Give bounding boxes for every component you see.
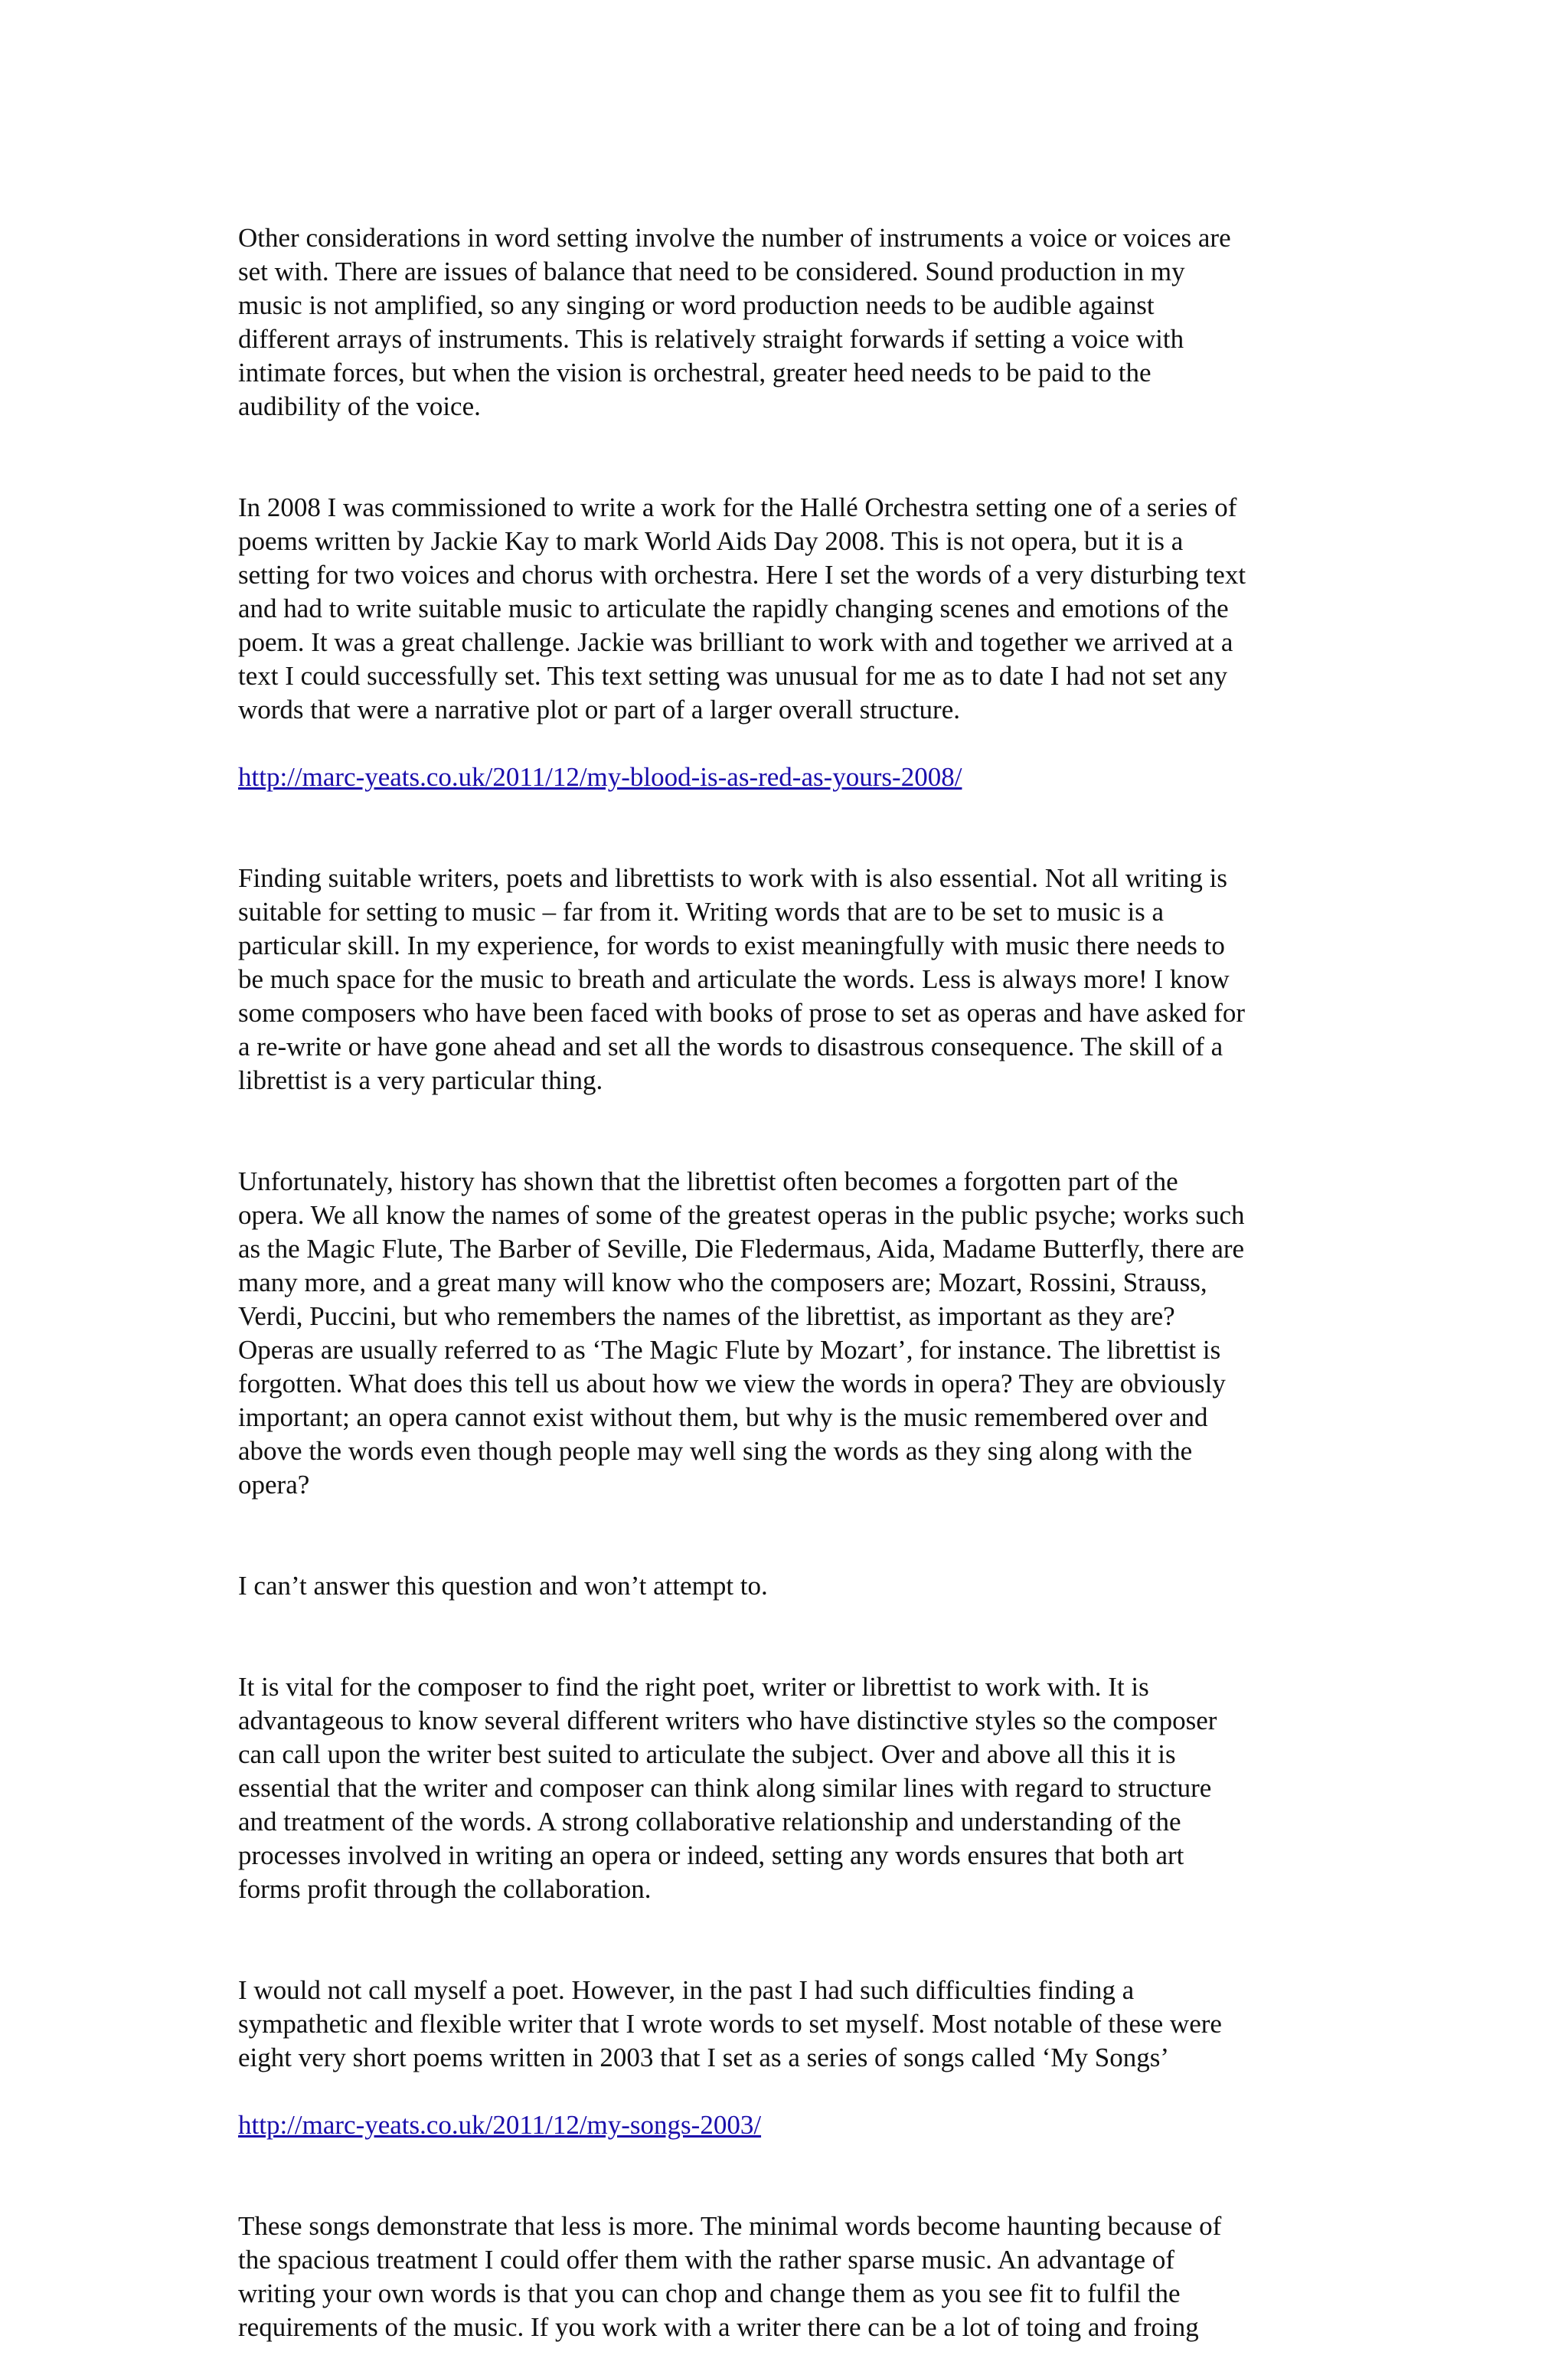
paragraph-8-text: These songs demonstrate that less is more. The minimal words become haunting because of the spacious treatment I could offer them with the rather sparse music. An advantage of writing your own words is that you can chop and change them as you see fit to fulfil the requirements of the music. If you work with a writer there can be a lot of toing and froing	[238, 2211, 1222, 2342]
document-body	[238, 188, 1341, 2378]
paragraph-3	[238, 828, 1341, 1097]
paragraph-6-text: It is vital for the composer to find the right poet, writer or librettist to work with. It is advantageous to know several different writers who have distinctive styles so the composer can call upon the writer best suited to articulate the subject. Over and above all this it is essential that the writer and composer can think along similar lines with regard to structure and treatment of the words. A strong collaborative relationship and understanding of the processes involved in writing an opera or indeed, setting any words ensures that both art forms profit through the collaboration.	[238, 1672, 1217, 1904]
paragraph-8	[238, 2176, 1341, 2344]
link-my-blood-is-as-red-as-yours[interactable]: http://marc-yeats.co.uk/2011/12/my-blood-is-as-red-as-yours-2008/	[238, 762, 962, 792]
paragraph-5-text: I can’t answer this question and won’t attempt to.	[238, 1571, 768, 1601]
paragraph-7-text: I would not call myself a poet. However, in the past I had such difficulties finding a sympathetic and flexible writer that I wrote words to set myself. Most notable of these were eight very short poems written in 2003 that I set as a series of songs called ‘My Songs’	[238, 1975, 1222, 2072]
paragraph-2-text: In 2008 I was commissioned to write a work for the Hallé Orchestra setting one of a series of poems written by Jackie Kay to mark World Aids Day 2008. This is not opera, but it is a setting for two voices and chorus with orchestra. Here I set the words of a very disturbing text and had to write suitable music to articulate the rapidly changing scenes and emotions of the poem. It was a great challenge. Jackie was brilliant to work with and together we arrived at a text I could successfully set. This text setting was unusual for me as to date I had not set any words that were a narrative plot or part of a larger overall structure.	[238, 492, 1246, 725]
paragraph-4	[238, 1131, 1341, 1502]
paragraph-2	[238, 457, 1341, 794]
paragraph-1-text: Other considerations in word setting involve the number of instruments a voice or voices are set with. There are issues of balance that need to be considered. Sound production in my music is not amplified, so any singing or word production needs to be audible against different arrays of instruments. This is relatively straight forwards if setting a voice with intimate forces, but when the vision is orchestral, greater heed needs to be paid to the audibility of the voice.	[238, 223, 1231, 421]
paragraph-3-text: Finding suitable writers, poets and librettists to work with is also essential. Not all writing is suitable for setting to music – far from it. Writing words that are to be set to music is a particular skill. In my experience, for words to exist meaningfully with music there needs to be much space for the music to breath and articulate the words. Less is always more! I know some composers who have been faced with books of prose to set as operas and have asked for a re-write or have gone ahead and set all the words to disastrous consequence. The skill of a librettist is a very particular thing.	[238, 863, 1246, 1095]
paragraph-6	[238, 1637, 1341, 1906]
paragraph-5	[238, 1536, 1341, 1603]
link-my-songs-2003[interactable]: http://marc-yeats.co.uk/2011/12/my-songs-2003/	[238, 2110, 762, 2140]
paragraph-4-text: Unfortunately, history has shown that the librettist often becomes a forgotten part of the opera. We all know the names of some of the greatest operas in the public psyche; works such as the Magic Flute, The Barber of Seville, Die Fledermaus, Aida, Madame Butterfly, there are many more, and a great many will know who the composers are; Mozart, Rossini, Strauss, Verdi, Puccini, but who remembers the names of the librettist, as important as they are? Operas are usually referred to as ‘The Magic Flute by Mozart’, for instance. The librettist is forgotten. What does this tell us about how we view the words in opera? They are obviously important; an opera cannot exist without them, but why is the music remembered over and above the words even though people may well sing the words as they sing along with the opera?	[238, 1166, 1245, 1500]
paragraph-7	[238, 1940, 1341, 2142]
paragraph-1	[238, 188, 1341, 424]
